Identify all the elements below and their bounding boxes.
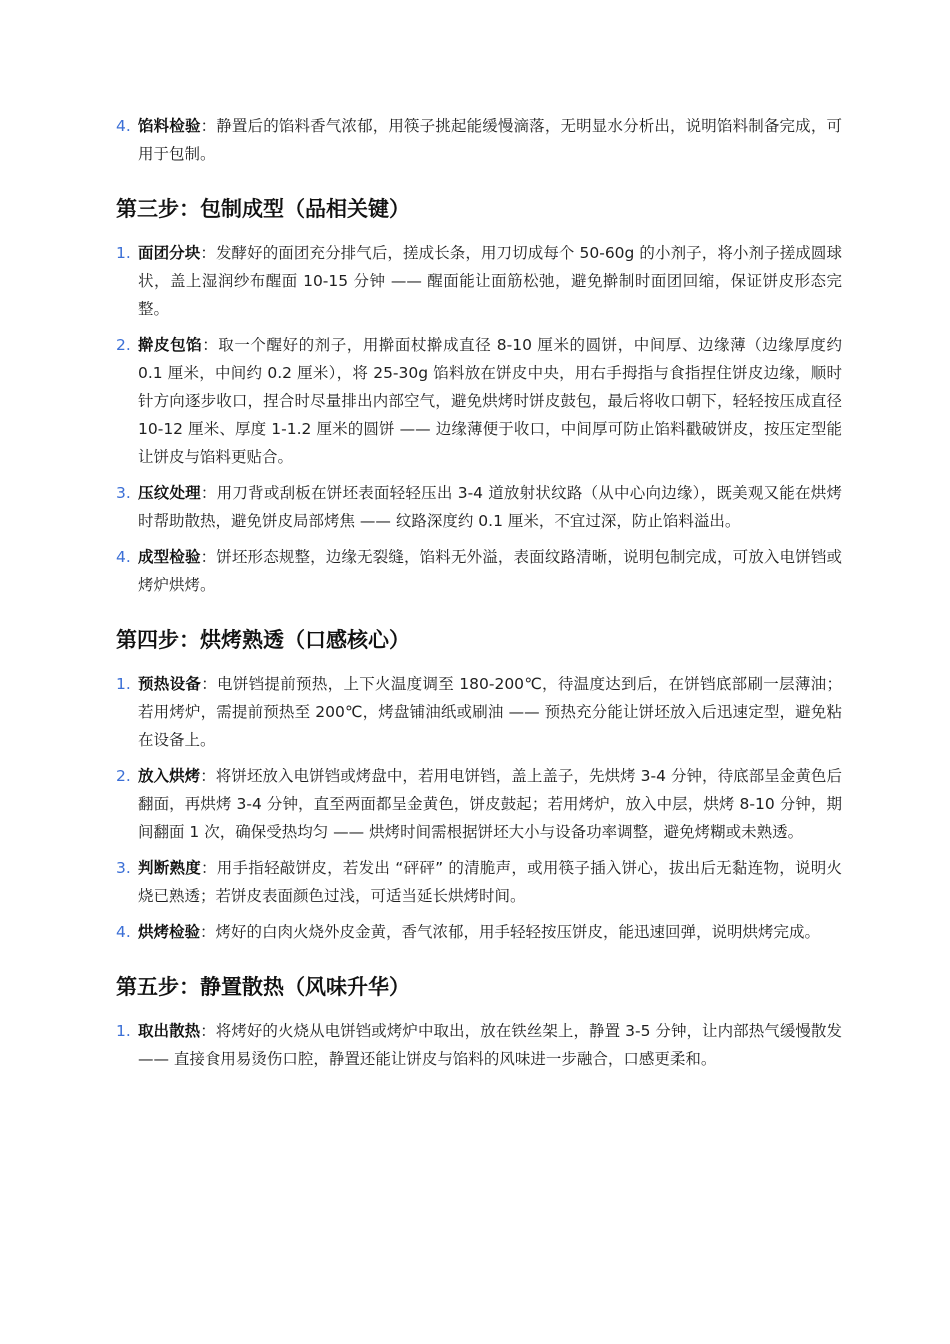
list-item [116,670,842,754]
item-number: 1. [116,1022,131,1040]
item-term: 烘烤检验 [138,923,201,941]
section-heading: 第四步：烘烤熟透（口感核心） [116,628,410,652]
item-body: 饼坯形态规整，边缘无裂缝，馅料无外溢，表面纹路清晰，说明包制完成，可放入电饼铛或烤炉烘烤。 [138,548,842,594]
item-body: 取一个醒好的剂子，用擀面杖擀成直径 8-10 厘米的圆饼，中间厚、边缘薄（边缘厚度约 0.1 厘米，中间约 0.2 厘米），将 25-30g 馅料放在饼皮中央，用右手拇指与食指捏住饼皮边缘，顺时针方向逐步收口，捏合时尽量排出内部空气，避免烘烤时饼皮鼓包，最后将收口朝下，轻轻按压成直径 10-12 厘米、厚度 1-1.2 厘米的圆饼 —— 边缘薄便于收口，中间厚可防止馅料戳破饼皮，按压定型能让饼皮与馅料更贴合。 [138,336,842,466]
section-heading: 第三步：包制成型（品相关键） [116,197,410,221]
step-list [116,1017,842,1073]
list-item [116,762,842,846]
item-term: 判断熟度 [138,859,202,877]
item-number: 4. [116,117,131,135]
item-body: 发酵好的面团充分排气后，搓成长条，用刀切成每个 50-60g 的小剂子，将小剂子搓成圆球状，盖上湿润纱布醒面 10-15 分钟 —— 醒面能让面筋松弛，避免擀制时面团回缩，保证饼皮形态完整。 [138,244,842,318]
item-number: 3. [116,859,131,877]
item-separator: ： [200,484,217,502]
list-item [116,239,842,323]
item-separator: ： [200,923,216,941]
item-separator: ： [200,117,217,135]
list-item [116,918,842,946]
item-term: 取出散热 [138,1022,201,1040]
list-item [116,854,842,910]
section-step-three [116,194,842,599]
item-separator: ： [200,548,217,566]
section-step-four [116,625,842,946]
item-term: 面团分块 [138,244,201,262]
item-separator: ： [200,767,216,785]
list-item [116,479,842,535]
item-separator: ： [202,336,219,354]
section-filling-continued [116,112,842,168]
item-body: 静置后的馅料香气浓郁，用筷子挑起能缓慢滴落，无明显水分析出，说明馅料制备完成，可用于包制。 [138,117,842,163]
step-list [116,670,842,946]
item-term: 预热设备 [138,675,202,693]
item-separator: ： [200,244,216,262]
item-number: 4. [116,548,131,566]
item-number: 2. [116,336,131,354]
document-page [116,112,842,1081]
item-number: 2. [116,767,131,785]
list-item [116,331,842,471]
item-body: 用手指轻敲饼皮，若发出 “砰砰” 的清脆声，或用筷子插入饼心，拔出后无黏连物，说明火烧已熟透；若饼皮表面颜色过浅，可适当延长烘烤时间。 [138,859,842,905]
section-heading: 第五步：静置散热（风味升华） [116,975,410,999]
item-body: 用刀背或刮板在饼坯表面轻轻压出 3-4 道放射状纹路（从中心向边缘），既美观又能在烘烤时帮助散热，避免饼皮局部烤焦 —— 纹路深度约 0.1 厘米，不宜过深，防止馅料溢出。 [138,484,842,530]
item-body: 电饼铛提前预热，上下火温度调至 180-200℃，待温度达到后，在饼铛底部刷一层薄油；若用烤炉，需提前预热至 200℃，烤盘铺油纸或刷油 —— 预热充分能让饼坯放入后迅速定型，避免粘在设备上。 [138,675,842,749]
item-body: 烤好的白肉火烧外皮金黄，香气浓郁，用手轻轻按压饼皮，能迅速回弹，说明烘烤完成。 [215,923,821,941]
item-term: 馅料检验 [138,117,201,135]
item-term: 擀皮包馅 [138,336,203,354]
item-number: 1. [116,675,131,693]
section-step-five [116,972,842,1073]
item-separator: ： [201,859,217,877]
list-item [116,543,842,599]
item-term: 压纹处理 [138,484,201,502]
item-number: 4. [116,923,131,941]
item-body: 将饼坯放入电饼铛或烤盘中，若用电饼铛，盖上盖子，先烘烤 3-4 分钟，待底部呈金黄色后翻面，再烘烤 3-4 分钟，直至两面都呈金黄色，饼皮鼓起；若用烤炉，放入中层，烘烤 8-10 分钟，期间翻面 1 次，确保受热均匀 —— 烘烤时间需根据饼坯大小与设备功率调整，避免烤糊或未熟透。 [138,767,842,841]
item-term: 成型检验 [138,548,201,566]
item-body: 将烤好的火烧从电饼铛或烤炉中取出，放在铁丝架上，静置 3-5 分钟，让内部热气缓慢散发 —— 直接食用易烫伤口腔，静置还能让饼皮与馅料的风味进一步融合，口感更柔和。 [138,1022,842,1068]
list-item [116,1017,842,1073]
item-term: 放入烘烤 [138,767,201,785]
step-list [116,239,842,599]
item-separator: ： [201,675,218,693]
item-number: 1. [116,244,131,262]
item-separator: ： [200,1022,216,1040]
item-number: 3. [116,484,131,502]
step-list [116,112,842,168]
list-item [116,112,842,168]
